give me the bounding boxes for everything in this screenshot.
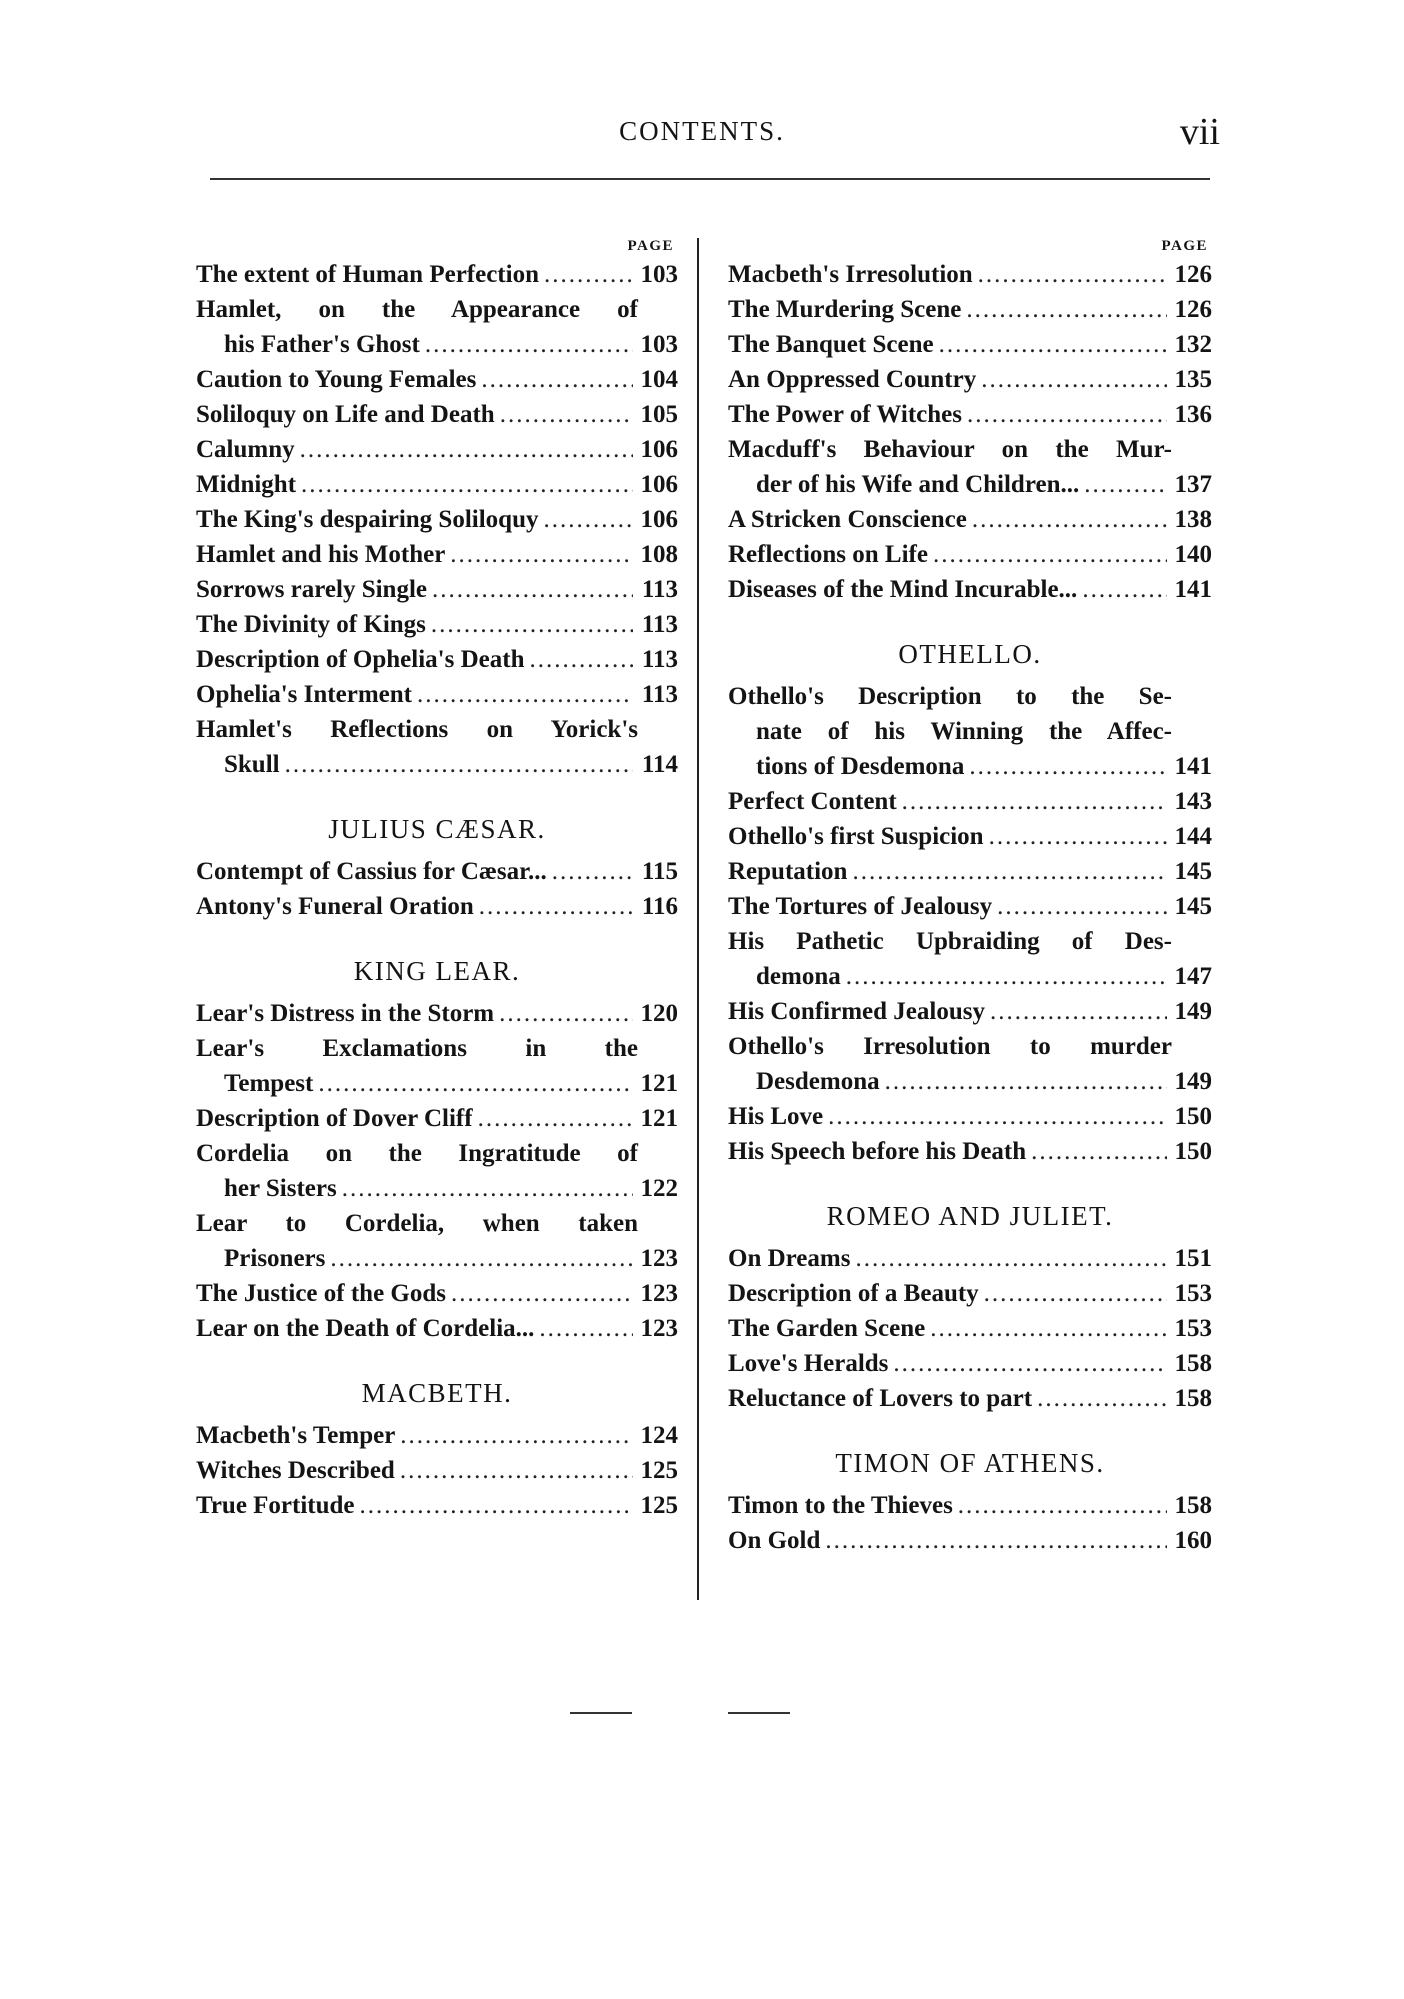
toc-entry [728, 537, 1212, 572]
toc-entry [728, 502, 1212, 537]
entry-title-line: nate of his Winning the Affec- [756, 718, 1172, 745]
toc-entry [196, 1418, 678, 1453]
entry-line [728, 854, 1212, 889]
entry-title: Reluctance of Lovers to part [728, 1385, 1033, 1412]
toc-entry [728, 854, 1212, 889]
entry-line [728, 502, 1212, 537]
dot-leader [360, 1488, 633, 1523]
entry-title: A Stricken Conscience [728, 506, 967, 533]
entry-title: Witches Described [196, 1457, 395, 1484]
dot-leader [933, 537, 1167, 572]
entry-line [196, 889, 678, 924]
toc-entry [728, 432, 1212, 502]
entry-page-number: 113 [641, 681, 678, 708]
julius-caesar-entries [196, 854, 678, 924]
othello-section [728, 629, 1212, 1169]
entry-line [728, 537, 1212, 572]
entry-title: Prisoners [224, 1245, 326, 1272]
dot-leader [825, 1523, 1167, 1558]
toc-entry [196, 996, 678, 1031]
section-heading: JULIUS CÆSAR. [328, 814, 546, 844]
toc-entry [196, 362, 678, 397]
hamlet-entries [196, 257, 678, 782]
entry-line [196, 747, 678, 782]
entry-title: Othello's first Suspicion [728, 823, 984, 850]
entry-line [728, 1276, 1212, 1311]
footer-rule-left [570, 1712, 632, 1714]
entry-page-number: 141 [1174, 753, 1212, 780]
entry-page-number: 103 [640, 331, 678, 358]
entry-title: The Murdering Scene [728, 296, 962, 323]
entry-line [196, 572, 678, 607]
entry-title: demona [756, 963, 841, 990]
entry-page-number: 121 [640, 1070, 678, 1097]
page-column-label: PAGE [1161, 238, 1208, 254]
julius-caesar-section [196, 804, 678, 924]
macbeth-section [196, 1368, 678, 1523]
entry-title: His Love [728, 1103, 824, 1130]
dot-leader [981, 362, 1167, 397]
entry-title-line: Cordelia on the Ingratitude of [196, 1140, 638, 1167]
toc-entry [196, 292, 678, 362]
entry-line [196, 677, 678, 712]
entry-page-number: 158 [1174, 1350, 1212, 1377]
running-head: CONTENTS. [619, 116, 785, 146]
toc-entry [728, 1346, 1212, 1381]
entry-title: Description of a Beauty [728, 1280, 979, 1307]
entry-line [196, 327, 678, 362]
entry-title-line: Othello's Irresolution to murder [728, 1033, 1172, 1060]
entry-page-number: 160 [1174, 1527, 1212, 1554]
dot-leader [893, 1346, 1167, 1381]
entry-title: An Oppressed Country [728, 366, 977, 393]
entry-page-number: 145 [1174, 858, 1212, 885]
entry-page-number: 144 [1174, 823, 1212, 850]
entry-page-number: 108 [640, 541, 678, 568]
entry-line [196, 537, 678, 572]
entry-page-number: 116 [641, 893, 678, 920]
entry-title-line: Hamlet, on the Appearance of [196, 296, 638, 323]
dot-leader [846, 959, 1167, 994]
dot-leader [885, 1064, 1167, 1099]
entry-page-number: 125 [640, 1492, 678, 1519]
entry-line [728, 467, 1212, 502]
toc-entry [728, 679, 1212, 784]
dot-leader [828, 1099, 1167, 1134]
entry-title: Contempt of Cassius for Cæsar... [196, 858, 547, 885]
entry-title: Reputation [728, 858, 848, 885]
entry-title: The King's despairing Soliloquy [196, 506, 539, 533]
entry-page-number: 123 [640, 1315, 678, 1342]
entry-line [196, 607, 678, 642]
entry-title: The Garden Scene [728, 1315, 926, 1342]
entry-page-number: 150 [1174, 1138, 1212, 1165]
timon-of-athens-entries [728, 1488, 1212, 1558]
entry-title: Macbeth's Irresolution [728, 261, 973, 288]
entry-page-number: 106 [640, 436, 678, 463]
section-heading: TIMON OF ATHENS. [835, 1448, 1105, 1478]
dot-leader [539, 1311, 633, 1346]
toc-entry [196, 712, 678, 782]
dot-leader [1084, 467, 1167, 502]
entry-page-number: 158 [1174, 1492, 1212, 1519]
entry-title: Hamlet and his Mother [196, 541, 446, 568]
entry-line [196, 1241, 678, 1276]
toc-entry [196, 537, 678, 572]
dot-leader [990, 994, 1167, 1029]
toc-entry [196, 607, 678, 642]
dot-leader [997, 889, 1167, 924]
dot-leader [479, 889, 633, 924]
toc-entry [196, 1031, 678, 1101]
entry-line [728, 1346, 1212, 1381]
entry-line [728, 1488, 1212, 1523]
entry-title-line: His Pathetic Upbraiding of Des- [728, 928, 1172, 955]
section-heading: ROMEO AND JULIET. [826, 1201, 1114, 1231]
entry-page-number: 106 [640, 506, 678, 533]
entry-title: Reflections on Life [728, 541, 928, 568]
entry-page-number: 115 [641, 858, 678, 885]
entry-line [728, 1381, 1212, 1416]
toc-entry [196, 257, 678, 292]
entry-title: Calumny [196, 436, 295, 463]
toc-entry [196, 1101, 678, 1136]
entry-line [728, 889, 1212, 924]
toc-entry [728, 1488, 1212, 1523]
entry-line [196, 1276, 678, 1311]
entry-page-number: 153 [1174, 1315, 1212, 1342]
entry-page-number: 114 [641, 751, 678, 778]
dot-leader [301, 467, 633, 502]
dot-leader [1031, 1134, 1167, 1169]
entry-line [196, 1171, 678, 1206]
macbeth-entries [196, 1418, 678, 1523]
dot-leader [478, 1101, 633, 1136]
entry-title: her Sisters [224, 1175, 337, 1202]
toc-entry [196, 397, 678, 432]
dot-leader [330, 1241, 633, 1276]
dot-leader [500, 397, 633, 432]
entry-line [196, 1311, 678, 1346]
dot-leader [552, 854, 633, 889]
dot-leader [432, 572, 633, 607]
macbeth-continued-entries [728, 257, 1212, 607]
entry-line [728, 819, 1212, 854]
entry-title: The extent of Human Perfection [196, 261, 539, 288]
toc-entry [728, 819, 1212, 854]
entry-title: Lear's Distress in the Storm [196, 1000, 495, 1027]
entry-page-number: 138 [1174, 506, 1212, 533]
entry-page-number: 125 [640, 1457, 678, 1484]
entry-line [728, 572, 1212, 607]
dot-leader [852, 854, 1167, 889]
entry-line [728, 1241, 1212, 1276]
entry-title: Caution to Young Females [196, 366, 477, 393]
toc-entry [728, 1381, 1212, 1416]
entry-page-number: 113 [641, 576, 678, 603]
king-lear-entries [196, 996, 678, 1346]
entry-line [196, 1488, 678, 1523]
toc-entry [728, 1134, 1212, 1169]
entry-page-number: 126 [1174, 296, 1212, 323]
entry-page-number: 120 [640, 1000, 678, 1027]
toc-entry [196, 677, 678, 712]
dot-leader [425, 327, 633, 362]
entry-page-number: 135 [1174, 366, 1212, 393]
dot-leader [451, 1276, 633, 1311]
entry-line [728, 1099, 1212, 1134]
entry-title: Timon to the Thieves [728, 1492, 953, 1519]
dot-leader [431, 607, 633, 642]
entry-title: On Gold [728, 1527, 821, 1554]
entry-page-number: 106 [640, 471, 678, 498]
entry-title: True Fortitude [196, 1492, 355, 1519]
king-lear-section [196, 946, 678, 1346]
entry-title-line: Lear's Exclamations in the [196, 1035, 638, 1062]
toc-entry [728, 292, 1212, 327]
dot-leader [939, 327, 1167, 362]
toc-entry [196, 1488, 678, 1523]
entry-page-number: 140 [1174, 541, 1212, 568]
header-rule [210, 178, 1210, 180]
dot-leader [450, 537, 633, 572]
entry-title: His Speech before his Death [728, 1138, 1027, 1165]
entry-title-line: Lear to Cordelia, when taken [196, 1210, 638, 1237]
entry-line [196, 854, 678, 889]
dot-leader [499, 996, 633, 1031]
entry-title: Diseases of the Mind Incurable... [728, 576, 1078, 603]
entry-page-number: 132 [1174, 331, 1212, 358]
romeo-and-juliet-section [728, 1191, 1212, 1416]
page-number: vii [1179, 111, 1220, 153]
entry-page-number: 124 [640, 1422, 678, 1449]
toc-entry [196, 889, 678, 924]
entry-line [728, 1311, 1212, 1346]
toc-entry [196, 1276, 678, 1311]
entry-line [728, 959, 1212, 994]
entry-line [196, 467, 678, 502]
toc-entry [728, 924, 1212, 994]
entry-page-number: 145 [1174, 893, 1212, 920]
entry-title: The Banquet Scene [728, 331, 934, 358]
entry-title: tions of Desdemona [756, 753, 965, 780]
entry-title: The Justice of the Gods [196, 1280, 446, 1307]
toc-entry [728, 889, 1212, 924]
entry-page-number: 141 [1174, 576, 1212, 603]
toc-entry [728, 1276, 1212, 1311]
othello-entries [728, 679, 1212, 1169]
entry-page-number: 104 [640, 366, 678, 393]
entry-line [728, 749, 1212, 784]
entry-line [196, 1066, 678, 1101]
dot-leader [969, 749, 1167, 784]
toc-entry [196, 642, 678, 677]
toc-entry [728, 994, 1212, 1029]
dot-leader [1037, 1381, 1167, 1416]
entry-line [728, 1064, 1212, 1099]
toc-entry [196, 572, 678, 607]
entry-line [196, 1418, 678, 1453]
entry-title: Sorrows rarely Single [196, 576, 428, 603]
dot-leader [967, 397, 1167, 432]
entry-title: His Confirmed Jealousy [728, 998, 985, 1025]
toc-entry [728, 572, 1212, 607]
entry-title: Desdemona [756, 1068, 880, 1095]
entry-line [728, 994, 1212, 1029]
entry-page-number: 149 [1174, 998, 1212, 1025]
dot-leader [1082, 572, 1167, 607]
dot-leader [543, 502, 633, 537]
toc-entry [728, 362, 1212, 397]
entry-page-number: 113 [641, 646, 678, 673]
dot-leader [417, 677, 633, 712]
entry-page-number: 150 [1174, 1103, 1212, 1130]
toc-entry [196, 854, 678, 889]
entry-title: Antony's Funeral Oration [196, 893, 474, 920]
page-column-label: PAGE [627, 238, 674, 254]
entry-line [728, 292, 1212, 327]
entry-title: Love's Heralds [728, 1350, 889, 1377]
dot-leader [529, 642, 633, 677]
left-column [196, 235, 678, 1523]
dot-leader [400, 1418, 633, 1453]
entry-line [196, 397, 678, 432]
entry-title: On Dreams [728, 1245, 851, 1272]
toc-entry [196, 467, 678, 502]
right-column [728, 235, 1212, 1558]
entry-page-number: 137 [1174, 471, 1212, 498]
dot-leader [978, 257, 1167, 292]
entry-page-number: 123 [640, 1245, 678, 1272]
toc-entry [728, 397, 1212, 432]
dot-leader [300, 432, 633, 467]
dot-leader [902, 784, 1167, 819]
dot-leader [972, 502, 1167, 537]
entry-line [728, 784, 1212, 819]
dot-leader [958, 1488, 1167, 1523]
entry-line [196, 996, 678, 1031]
toc-entry [196, 502, 678, 537]
entry-line [196, 257, 678, 292]
entry-line [196, 432, 678, 467]
entry-title: Lear on the Death of Cordelia... [196, 1315, 535, 1342]
entry-page-number: 153 [1174, 1280, 1212, 1307]
dot-leader [930, 1311, 1167, 1346]
toc-entry [728, 1241, 1212, 1276]
column-divider [697, 238, 699, 1600]
entry-title: his Father's Ghost [224, 331, 420, 358]
toc-entry [728, 1029, 1212, 1099]
entry-page-number: 122 [640, 1175, 678, 1202]
toc-entry [196, 1311, 678, 1346]
entry-title: The Power of Witches [728, 401, 963, 428]
section-heading: MACBETH. [361, 1378, 513, 1408]
toc-entry [728, 1099, 1212, 1134]
toc-entry [728, 257, 1212, 292]
dot-leader [481, 362, 633, 397]
entry-title: Tempest [224, 1070, 314, 1097]
dot-leader [544, 257, 633, 292]
entry-line [728, 362, 1212, 397]
entry-page-number: 121 [640, 1105, 678, 1132]
entry-line [728, 327, 1212, 362]
dot-leader [318, 1066, 633, 1101]
toc-entry [728, 1523, 1212, 1558]
entry-line [728, 397, 1212, 432]
entry-title: Macbeth's Temper [196, 1422, 396, 1449]
dot-leader [989, 819, 1167, 854]
dot-leader [400, 1453, 633, 1488]
entry-page-number: 103 [640, 261, 678, 288]
entry-page-number: 136 [1174, 401, 1212, 428]
entry-line [196, 362, 678, 397]
entry-line [196, 502, 678, 537]
entry-page-number: 143 [1174, 788, 1212, 815]
entry-line [196, 1101, 678, 1136]
toc-entry [728, 1311, 1212, 1346]
entry-page-number: 123 [640, 1280, 678, 1307]
entry-title: The Tortures of Jealousy [728, 893, 993, 920]
entry-title: Perfect Content [728, 788, 897, 815]
entry-line [728, 257, 1212, 292]
entry-line [196, 642, 678, 677]
entry-title-line: Hamlet's Reflections on Yorick's [196, 716, 638, 743]
timon-of-athens-section [728, 1438, 1212, 1558]
dot-leader [285, 747, 633, 782]
entry-page-number: 149 [1174, 1068, 1212, 1095]
entry-page-number: 158 [1174, 1385, 1212, 1412]
entry-title-line: Othello's Description to the Se- [728, 683, 1172, 710]
entry-title: Ophelia's Interment [196, 681, 412, 708]
toc-entry [196, 432, 678, 467]
section-heading: KING LEAR. [353, 956, 521, 986]
toc-entry [728, 784, 1212, 819]
entry-line [728, 1523, 1212, 1558]
entry-line [196, 1453, 678, 1488]
entry-page-number: 105 [640, 401, 678, 428]
entry-title: Midnight [196, 471, 297, 498]
dot-leader [966, 292, 1167, 327]
entry-title: Skull [224, 751, 280, 778]
entry-line [728, 1134, 1212, 1169]
dot-leader [342, 1171, 633, 1206]
entry-title: The Divinity of Kings [196, 611, 426, 638]
toc-entry [196, 1206, 678, 1276]
footer-rule-right [728, 1712, 790, 1714]
entry-title: Description of Dover Cliff [196, 1105, 473, 1132]
entry-title: der of his Wife and Children... [756, 471, 1080, 498]
entry-page-number: 151 [1174, 1245, 1212, 1272]
romeo-and-juliet-entries [728, 1241, 1212, 1416]
dot-leader [855, 1241, 1167, 1276]
entry-page-number: 113 [641, 611, 678, 638]
entry-title: Description of Ophelia's Death [196, 646, 525, 673]
section-heading: OTHELLO. [898, 639, 1042, 669]
entry-title: Soliloquy on Life and Death [196, 401, 495, 428]
entry-title-line: Macduff's Behaviour on the Mur- [728, 436, 1172, 463]
dot-leader [984, 1276, 1167, 1311]
toc-entry [196, 1136, 678, 1206]
toc-entry [728, 327, 1212, 362]
toc-entry [196, 1453, 678, 1488]
entry-page-number: 126 [1174, 261, 1212, 288]
entry-page-number: 147 [1174, 963, 1212, 990]
